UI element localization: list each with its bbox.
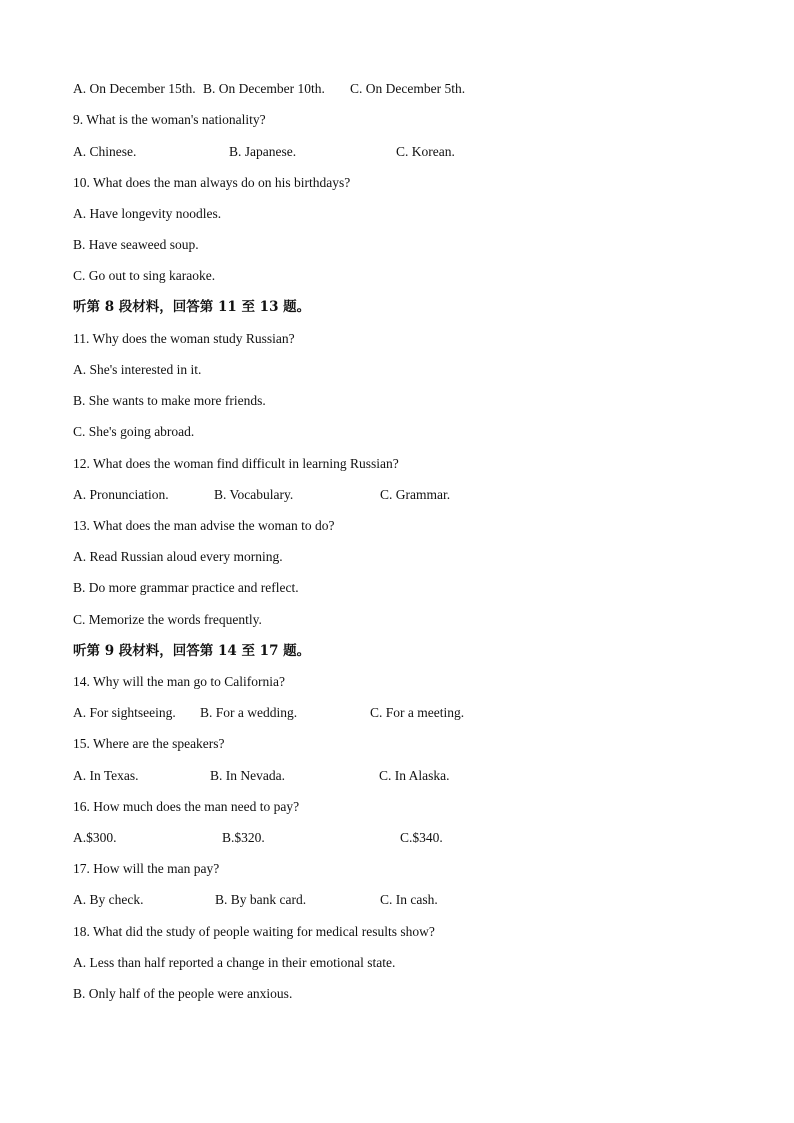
option-b: B. In Nevada. bbox=[210, 768, 285, 783]
option-line: C. Memorize the words frequently. bbox=[73, 612, 262, 627]
option-line: B. She wants to make more friends. bbox=[73, 393, 266, 408]
question-9: 9. What is the woman's nationality? bbox=[73, 112, 266, 127]
option-a: A. Pronunciation. bbox=[73, 487, 169, 502]
option-line: A. She's interested in it. bbox=[73, 362, 202, 377]
option-a: A. In Texas. bbox=[73, 768, 139, 783]
option-c: C. In cash. bbox=[380, 892, 438, 907]
option-c: C. In Alaska. bbox=[379, 768, 450, 783]
question-11: 11. Why does the woman study Russian? bbox=[73, 331, 295, 346]
option-b: B. For a wedding. bbox=[200, 705, 298, 720]
option-a: A.$300. bbox=[73, 830, 117, 845]
option-b: B. Vocabulary. bbox=[214, 487, 294, 502]
question-10: 10. What does the man always do on his birthdays? bbox=[73, 175, 351, 190]
option-a: A. For sightseeing. bbox=[73, 705, 176, 720]
option-line: A. Less than half reported a change in their emotional state. bbox=[73, 955, 396, 970]
question-15: 15. Where are the speakers? bbox=[73, 736, 225, 751]
question-13: 13. What does the man advise the woman to do? bbox=[73, 518, 335, 533]
option-b: B. On December 10th. bbox=[203, 81, 325, 96]
option-b: B. By bank card. bbox=[215, 892, 307, 907]
question-12: 12. What does the woman find difficult in learning Russian? bbox=[73, 456, 399, 471]
section-heading: 听第 8 段材料，回答第 11 至 13 题。 bbox=[73, 299, 311, 315]
option-line: B. Have seaweed soup. bbox=[73, 237, 199, 252]
option-b: B. Japanese. bbox=[229, 144, 297, 159]
option-c: C.$340. bbox=[400, 830, 443, 845]
option-line: B. Do more grammar practice and reflect. bbox=[73, 580, 299, 595]
option-line: A. Read Russian aloud every morning. bbox=[73, 549, 283, 564]
option-b: B.$320. bbox=[222, 830, 265, 845]
option-c: C. On December 5th. bbox=[350, 81, 466, 96]
option-line: C. Go out to sing karaoke. bbox=[73, 268, 216, 283]
option-line: A. Have longevity noodles. bbox=[73, 206, 222, 221]
option-line: B. Only half of the people were anxious. bbox=[73, 986, 293, 1001]
question-17: 17. How will the man pay? bbox=[73, 861, 220, 876]
option-a: A. On December 15th. bbox=[73, 81, 196, 96]
option-c: C. Korean. bbox=[396, 144, 455, 159]
question-18: 18. What did the study of people waiting for medical results show? bbox=[73, 924, 435, 939]
option-c: C. Grammar. bbox=[380, 487, 451, 502]
option-c: C. For a meeting. bbox=[370, 705, 465, 720]
question-14: 14. Why will the man go to California? bbox=[73, 674, 285, 689]
question-16: 16. How much does the man need to pay? bbox=[73, 799, 300, 814]
option-line: C. She's going abroad. bbox=[73, 424, 195, 439]
section-heading: 听第 9 段材料，回答第 14 至 17 题。 bbox=[73, 643, 311, 659]
option-a: A. By check. bbox=[73, 892, 144, 907]
option-a: A. Chinese. bbox=[73, 144, 137, 159]
